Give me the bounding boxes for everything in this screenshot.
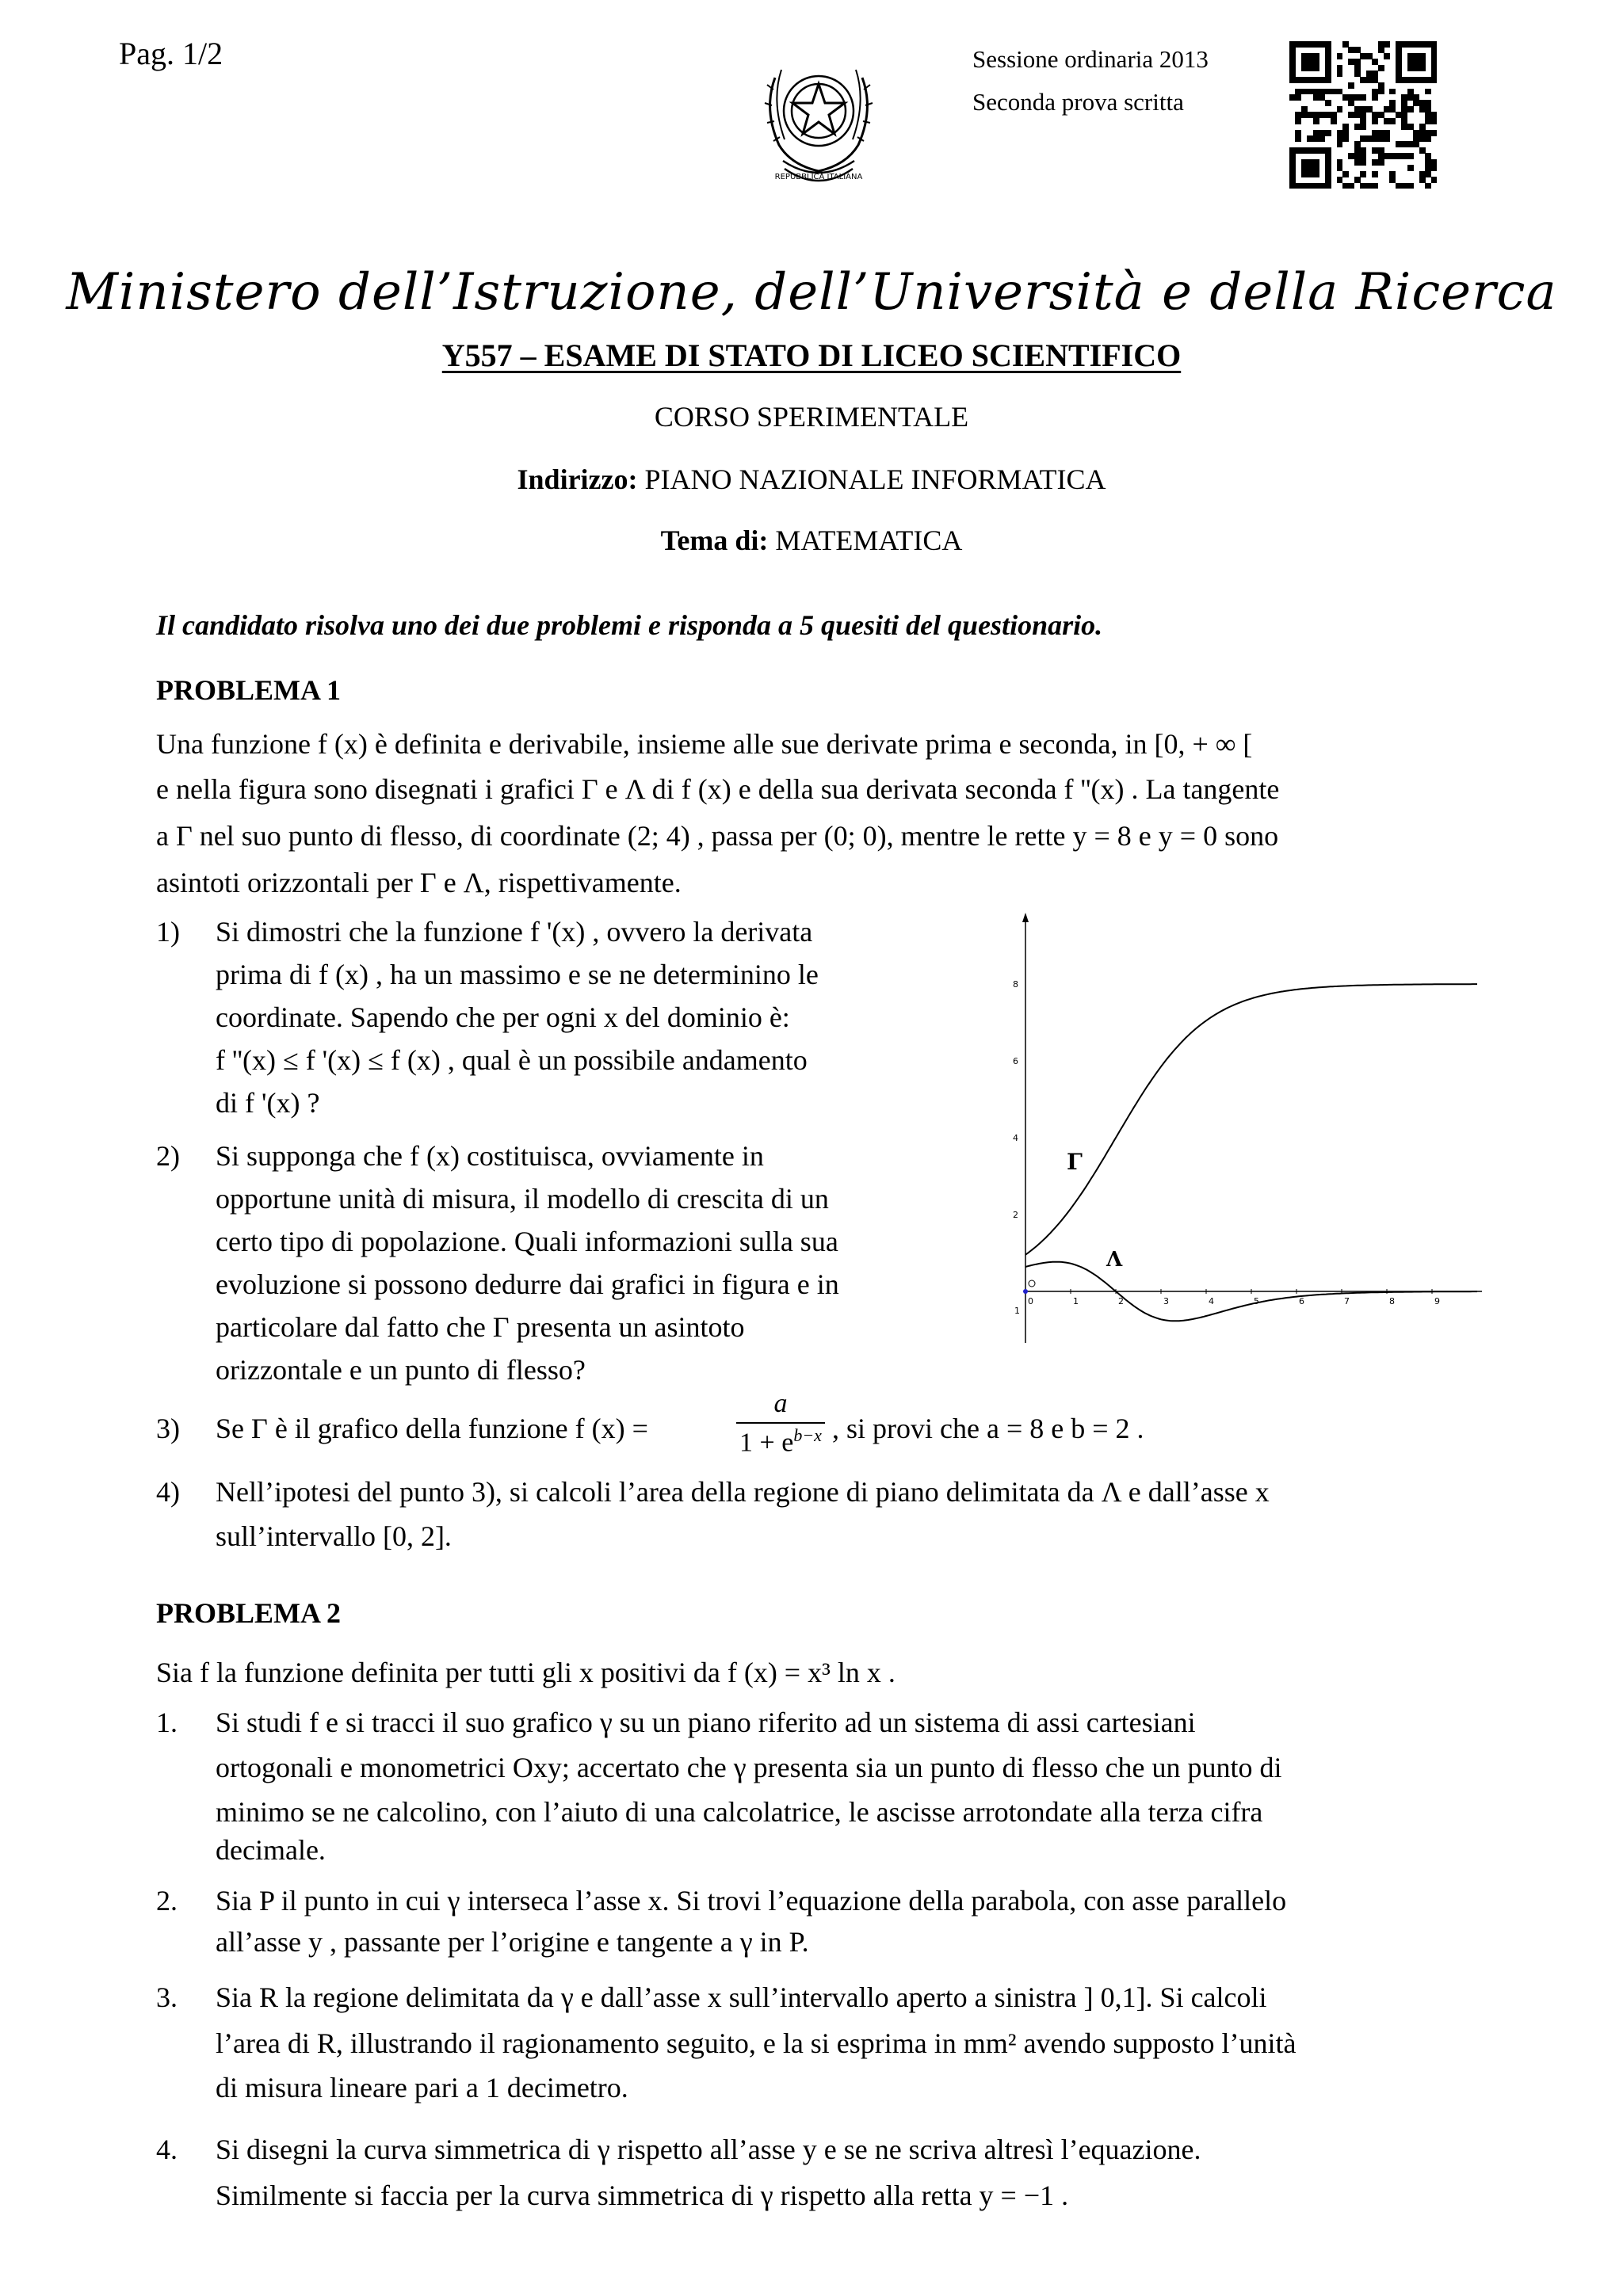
exam-part-label: Seconda prova scritta: [972, 88, 1184, 116]
qr-module: [1337, 141, 1343, 147]
qr-module: [1431, 165, 1438, 171]
fraction-denominator: $1 + e^{b-x}$: [739, 1425, 822, 1458]
item-number: 1.: [156, 1707, 178, 1738]
item-number: 3.: [156, 1981, 178, 2013]
item-number: 2): [156, 1140, 180, 1172]
subject-label: Tema di:: [660, 524, 769, 556]
fraction-numerator: a: [773, 1389, 788, 1418]
qr-module: [1295, 94, 1301, 101]
problem2-item3-line: di misura lineare pari a 1 decimetro.: [216, 2072, 628, 2103]
x-tick-label: 6: [1299, 1296, 1304, 1306]
subject-value: MATEMATICA: [775, 524, 963, 556]
instructions: Il candidato risolva uno dei due problemi e risponda a 5 quesiti del questionario.: [156, 609, 1103, 641]
qr-module: [1372, 94, 1378, 101]
qr-module: [1419, 65, 1426, 71]
x-tick-label: 5: [1254, 1296, 1259, 1306]
qr-module: [1325, 183, 1331, 189]
qr-module: [1407, 153, 1414, 159]
qr-module: [1372, 183, 1378, 189]
qr-module: [1348, 183, 1354, 189]
problem1-heading: PROBLEMA 1: [156, 674, 342, 706]
emblem-caption: REPUBBLICA ITALIANA: [774, 173, 863, 181]
problem2-heading: PROBLEMA 2: [156, 1597, 342, 1629]
origin-point: [1023, 1289, 1028, 1294]
problem1-item2-line: orizzontale e un punto di flesso?: [216, 1354, 586, 1386]
problem2-item2-line: all’asse y , passante per l’origine e tangente a γ in P.: [216, 1926, 809, 1958]
qr-module: [1313, 65, 1319, 71]
problem1-item1-line: prima di f (x) , ha un massimo e se ne determinino le: [216, 959, 819, 990]
problem1-intro-line: e nella figura sono disegnati i grafici Γ e Λ di f (x) e della sua derivata seconda f ''(x) . La tangente: [156, 773, 1280, 805]
qr-module: [1378, 65, 1384, 71]
x-tick-label: 2: [1118, 1296, 1124, 1306]
address-label: Indirizzo:: [517, 463, 638, 495]
problem2-item4-line: Si disegni la curva simmetrica di γ rispetto all’asse y e se ne scriva altresì l’equazione.: [216, 2134, 1201, 2165]
qr-module: [1319, 135, 1325, 142]
problem2-item3-line: l’area di R, illustrando il ragionamento seguito, e la si esprima in mm² avendo supposto l’unità: [216, 2027, 1296, 2059]
problem1-item3-before: Se Γ è il grafico della funzione f (x) =: [216, 1413, 648, 1444]
qr-module: [1337, 53, 1343, 59]
page-number: Pag. 1/2: [119, 36, 223, 71]
address-line: [0, 463, 1623, 497]
y-tick-label: 4: [1013, 1133, 1018, 1143]
qr-module: [1384, 135, 1390, 142]
qr-module: [1325, 77, 1331, 83]
problem2-item3-line: Sia R la regione delimitata da γ e dall’asse x sull’intervallo aperto a sinistra ] 0,1]. Si calcoli: [216, 1981, 1267, 2013]
problem2-item1-line: Si studi f e si tracci il suo grafico γ su un piano riferito ad un sistema di assi cartesiani: [216, 1707, 1196, 1738]
qr-module: [1425, 135, 1431, 142]
problem1-item2-line: evoluzione si possono dedurre dai grafici in figura e in: [216, 1268, 839, 1300]
qr-module: [1407, 165, 1414, 171]
gamma-curve: [1025, 984, 1477, 1255]
problem2-item1-line: minimo se ne calcolino, con l’aiuto di una calcolatrice, le ascisse arrotondate alla terza cifra: [216, 1796, 1263, 1828]
qr-module: [1360, 94, 1366, 101]
gamma-label: Γ: [1067, 1149, 1083, 1175]
qr-module: [1295, 118, 1301, 124]
session-label: Sessione ordinaria 2013: [972, 45, 1209, 73]
qr-module: [1325, 130, 1331, 136]
x-tick-label: 9: [1434, 1296, 1440, 1306]
qr-module: [1384, 53, 1390, 59]
problem1-intro-line: Una funzione f (x) è definita e derivabile, insieme alle sue derivate prima e seconda, in [0, + ∞ [: [156, 728, 1253, 760]
item-number: 3): [156, 1413, 180, 1444]
problem1-figure: [1006, 911, 1498, 1355]
qr-module: [1295, 135, 1301, 142]
qr-module: [1360, 171, 1366, 177]
problem1-item1-line: f ''(x) ≤ f '(x) ≤ f (x) , qual è un possibile andamento: [216, 1044, 808, 1076]
x-tick-label: 7: [1344, 1296, 1350, 1306]
problem1-intro-line: asintoti orizzontali per Γ e Λ, rispettivamente.: [156, 867, 682, 898]
problem2-intro: Sia f la funzione definita per tutti gli x positivi da f (x) = x³ ln x .: [156, 1657, 896, 1688]
x-tick-label: 0: [1028, 1296, 1033, 1306]
x-tick-label: 3: [1163, 1296, 1169, 1306]
qr-module: [1389, 118, 1396, 124]
y-axis-arrow: [1022, 913, 1029, 922]
qr-module: [1378, 89, 1384, 95]
item-number: 4): [156, 1476, 180, 1508]
y-tick-label: 1: [1014, 1306, 1020, 1317]
qr-module: [1342, 171, 1349, 177]
qr-module: [1313, 171, 1319, 177]
x-tick-label: 8: [1389, 1296, 1395, 1306]
problem2-item4-line: Similmente si faccia per la curva simmetrica di γ rispetto alla retta y = −1 .: [216, 2180, 1069, 2211]
qr-code-icon: [1289, 41, 1437, 189]
qr-module: [1431, 177, 1438, 183]
problem2-item2-line: Sia P il punto in cui γ interseca l’asse x. Si trovi l’equazione della parabola, con asse parallelo: [216, 1885, 1287, 1917]
qr-module: [1425, 183, 1431, 189]
problem1-item1-line: di f '(x) ?: [216, 1087, 320, 1119]
problem1-item1-line: coordinate. Sapendo che per ogni x del dominio è:: [216, 1001, 790, 1033]
problem1-item2-line: opportune unità di misura, il modello di crescita di un: [216, 1183, 829, 1215]
problem1-item2-line: particolare dal fatto che Γ presenta un asintoto: [216, 1311, 745, 1343]
problem1-item2-line: certo tipo di popolazione. Quali informazioni sulla sua: [216, 1226, 838, 1257]
qr-module: [1425, 89, 1431, 95]
y-tick-label: 6: [1013, 1056, 1018, 1066]
qr-module: [1431, 118, 1438, 124]
y-tick-label: 8: [1013, 979, 1018, 990]
qr-module: [1372, 171, 1378, 177]
problem1-item3-after: , si provi che a = 8 e b = 2 .: [832, 1413, 1144, 1444]
qr-module: [1360, 124, 1366, 130]
problem2-item1-line: decimale.: [216, 1834, 326, 1866]
qr-module: [1360, 159, 1366, 166]
problem1-item4-line: Nell’ipotesi del punto 3), si calcoli l’area della regione di piano delimitata da Λ e dall’asse x: [216, 1476, 1270, 1508]
problem1-item1-line: Si dimostri che la funzione f '(x) , ovvero la derivata: [216, 916, 813, 948]
qr-module: [1342, 135, 1349, 142]
qr-module: [1337, 106, 1343, 113]
qr-module: [1337, 71, 1343, 77]
subject-line: [0, 524, 1623, 558]
item-number: 4.: [156, 2134, 178, 2165]
qr-module: [1378, 159, 1384, 166]
qr-module: [1431, 77, 1438, 83]
problem2-item1-line: ortogonali e monometrici Oxy; accertato che γ presenta sia un punto di flesso che un punto di: [216, 1752, 1282, 1783]
problem1-item2-line: Si supponga che f (x) costituisca, ovviamente in: [216, 1140, 764, 1172]
x-tick-label: 1: [1073, 1296, 1079, 1306]
republic-emblem: [751, 46, 886, 189]
address-value: PIANO NAZIONALE INFORMATICA: [644, 463, 1106, 495]
problem1-intro-line: a Γ nel suo punto di flesso, di coordinate (2; 4) , passa per (0; 0), mentre le rette y = 8 e y = 0 sono: [156, 820, 1279, 852]
qr-module: [1384, 41, 1390, 48]
qr-module: [1348, 82, 1354, 89]
problem1-item4-line: sull’intervallo [0, 2].: [216, 1520, 452, 1552]
lambda-label: Λ: [1106, 1248, 1123, 1272]
exam-title: Y557 – ESAME DI STATO DI LICEO SCIENTIFICO: [441, 338, 1182, 373]
qr-module: [1407, 106, 1414, 113]
y-tick-label: 2: [1013, 1210, 1018, 1220]
qr-module: [1313, 118, 1319, 124]
qr-module: [1372, 118, 1378, 124]
qr-module: [1407, 183, 1414, 189]
item-number: 1): [156, 916, 180, 948]
qr-module: [1389, 89, 1396, 95]
course-label: CORSO SPERIMENTALE: [654, 401, 969, 433]
fraction-bar: [736, 1422, 825, 1424]
item-number: 2.: [156, 1885, 178, 1917]
qr-module: [1325, 100, 1331, 106]
origin-marker: [1029, 1280, 1035, 1287]
qr-module: [1331, 118, 1337, 124]
fraction: [733, 1388, 828, 1459]
qr-module: [1431, 130, 1438, 136]
x-tick-label: 4: [1209, 1296, 1214, 1306]
ministry-title: Ministero dell’Istruzione, dell’Università e della Ricerca: [66, 263, 1557, 322]
